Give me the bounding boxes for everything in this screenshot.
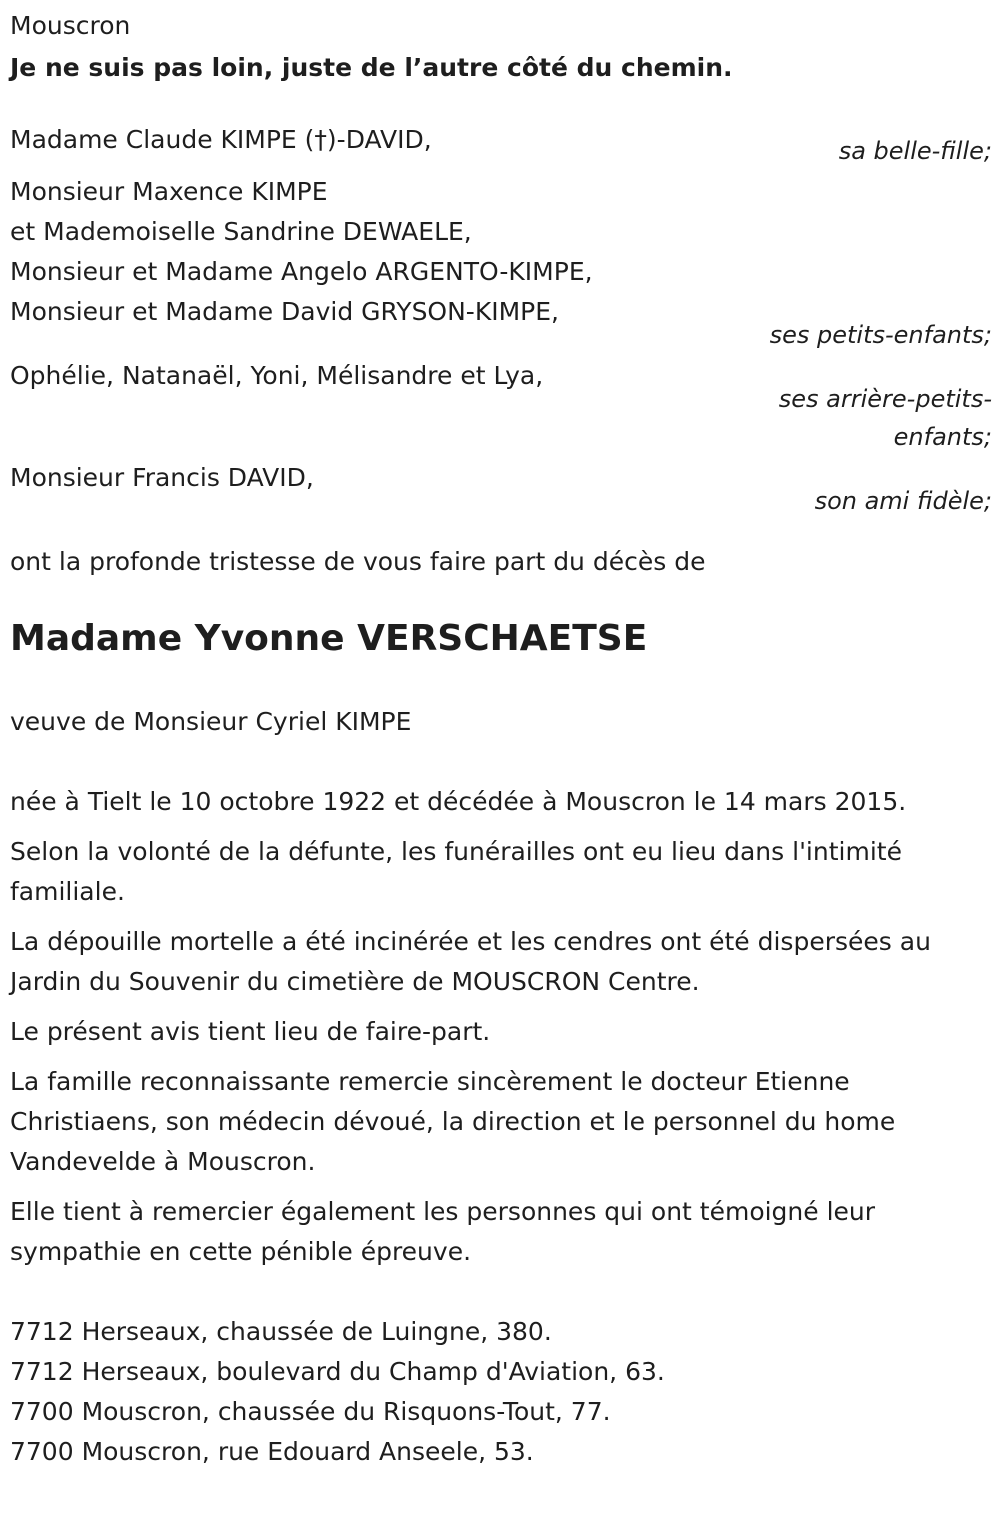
deceased-name: Madame Yvonne VERSCHAETSE [10,618,648,659]
announcement-text: ont la profonde tristesse de vous faire part du décès de [10,547,706,576]
paragraph-line: sympathie en cette pénible épreuve. [10,1237,472,1266]
paragraph-line: Vandevelde à Mouscron. [10,1147,316,1176]
family-name-line: Madame Claude KIMPE (†)-DAVID, [10,125,432,154]
relation-label: son ami fidèle; [814,487,992,515]
family-name-line: Ophélie, Natanaël, Yoni, Mélisandre et Lya, [10,361,544,390]
family-name-line: Monsieur Francis DAVID, [10,463,314,492]
family-group-petits-enfants [10,172,992,354]
family-name-line: et Mademoiselle Sandrine DEWAELE, [10,217,472,246]
family-group-arriere-petits-enfants [10,356,992,456]
relation-label: sa belle-fille; [838,137,992,165]
family-name-line: Monsieur et Madame Angelo ARGENTO-KIMPE, [10,257,593,286]
paragraph-line: Selon la volonté de la défunte, les funérailles ont eu lieu dans l'intimité [10,837,902,866]
spacer [10,88,992,120]
family-group-ami [10,458,992,520]
paragraph-line: Elle tient à remercier également les personnes qui ont témoigné leur [10,1197,876,1226]
paragraph-line: Jardin du Souvenir du cimetière de MOUSCRON Centre. [10,967,700,996]
address-line: 7712 Herseaux, chaussée de Luingne, 380. [10,1317,552,1346]
address-list [10,1312,992,1472]
paragraph-thanks-doctor [10,1062,992,1182]
paragraph-line: familiale. [10,877,125,906]
paragraph-line: La dépouille mortelle a été incinérée et les cendres ont été dispersées au [10,927,931,956]
relation-label: ses petits-enfants; [769,321,992,349]
paragraph-funeral [10,832,992,912]
paragraph-line: La famille reconnaissante remercie sincèrement le docteur Etienne [10,1067,850,1096]
paragraph-thanks-people [10,1192,992,1272]
relation-label: ses arrière-petits- [778,385,992,413]
paragraph-notice [10,1012,992,1052]
address-line: 7700 Mouscron, chaussée du Risquons-Tout, 77. [10,1397,611,1426]
address-line: 7700 Mouscron, rue Edouard Anseele, 53. [10,1437,534,1466]
paragraph-line: Le présent avis tient lieu de faire-part. [10,1017,491,1046]
family-group-belle-fille [10,120,992,170]
paragraph-line: Christiaens, son médecin dévoué, la direction et le personnel du home [10,1107,896,1136]
birth-death-text: née à Tielt le 10 octobre 1922 et décédée à Mouscron le 14 mars 2015. [10,787,907,816]
obituary-document [10,6,992,1472]
family-name-line: Monsieur et Madame David GRYSON-KIMPE, [10,297,559,326]
motto: Je ne suis pas loin, juste de l’autre côté du chemin. [10,53,733,82]
relation-label: enfants; [893,423,992,451]
city-heading: Mouscron [10,11,131,40]
paragraph-cremation [10,922,992,1002]
address-line: 7712 Herseaux, boulevard du Champ d'Aviation, 63. [10,1357,665,1386]
family-name-line: Monsieur Maxence KIMPE [10,177,328,206]
widow-of-text: veuve de Monsieur Cyriel KIMPE [10,707,412,736]
